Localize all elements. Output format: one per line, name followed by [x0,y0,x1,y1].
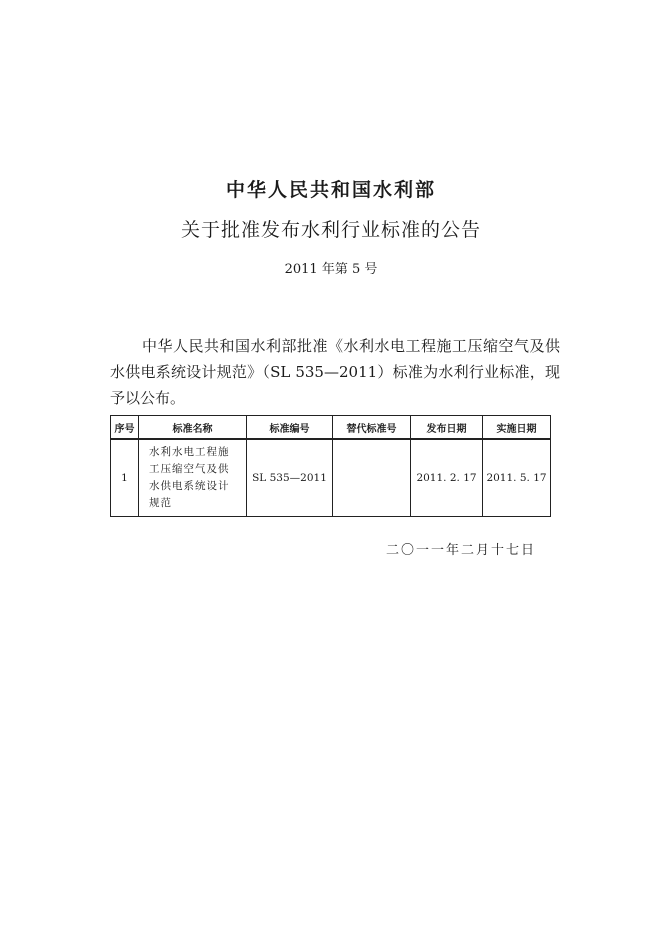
cell-replaces [333,439,411,517]
cell-name: 水利水电工程施工压缩空气及供水供电系统设计规范 [139,439,247,517]
header-name: 标准名称 [139,416,247,440]
table-header-row [111,416,551,440]
notice-title: 关于批准发布水利行业标准的公告 [180,219,481,241]
header-replaces: 替代标准号 [333,416,411,440]
notice-number: 2011 年第 5 号 [284,262,378,277]
notice-body: 中华人民共和国水利部批准《水利水电工程施工压缩空气及供水供电系统设计规范》（SL 535—2011）标准为水利行业标准，现予以公布。 [110,337,560,407]
header-effective: 实施日期 [483,416,551,440]
cell-issued: 2011. 2. 17 [411,439,483,517]
table-row [111,439,551,517]
cell-effective: 2011. 5. 17 [483,439,551,517]
header-code: 标准编号 [247,416,333,440]
notice-date: 二〇一一年二月十七日 [386,543,537,558]
header-index: 序号 [111,416,139,440]
header-issued: 发布日期 [411,416,483,440]
cell-code: SL 535—2011 [247,439,333,517]
issuer-heading: 中华人民共和国水利部 [225,179,436,201]
cell-index: 1 [111,439,139,517]
standards-table [110,415,551,517]
